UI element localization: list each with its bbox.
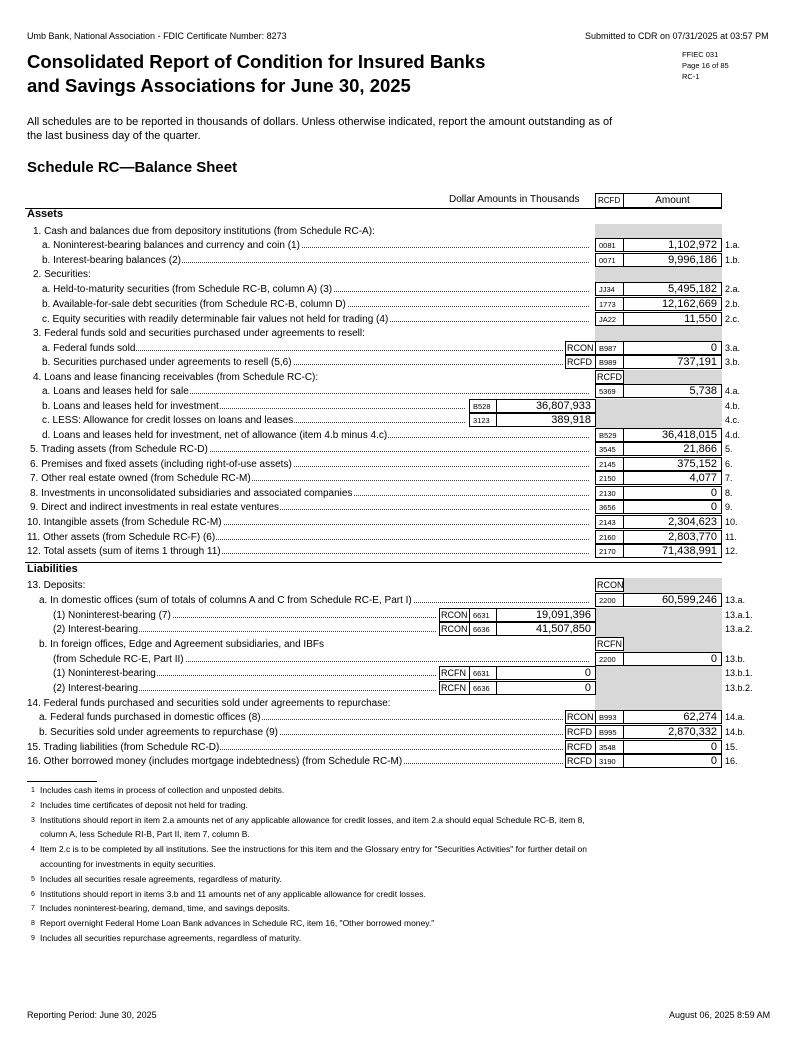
row-label-text: 12. Total assets (sum of items 1 through 11) (27, 546, 221, 557)
item-amount: 0 (623, 341, 722, 355)
inner-prefix: RCON (439, 608, 470, 622)
row-label (27, 544, 591, 559)
footnote-number: 6 (31, 891, 35, 898)
inner-item-code: 6636 (469, 622, 497, 636)
table-row (0, 471, 811, 486)
item-code: 2130 (595, 486, 624, 500)
table-row (0, 578, 811, 593)
row-label-text: a. Federal funds sold (42, 343, 136, 354)
table-row (0, 696, 811, 711)
row-label-text: c. Equity securities with readily determinable fair values not held for trading (4) (42, 314, 389, 325)
row-label-text: b. Securities sold under agreements to repurchase (9) (39, 727, 279, 738)
item-amount: 0 (623, 486, 722, 500)
item-code: 0081 (595, 238, 624, 252)
row-label (53, 681, 438, 696)
line-reference: 13.a. (725, 595, 746, 605)
bank-info: Umb Bank, National Association - FDIC Certificate Number: 8273 (27, 31, 287, 41)
row-label (33, 267, 591, 282)
row-label (42, 341, 565, 356)
item-code: RCFD (597, 372, 622, 382)
table-row (0, 681, 811, 696)
intro-line-2: the last business day of the quarter. (27, 130, 201, 142)
item-code: B987 (595, 341, 624, 355)
inner-item-code: 6631 (469, 666, 497, 680)
row-label-text: 7. Other real estate owned (from Schedule RC-M) (30, 473, 251, 484)
shaded-cell (623, 637, 722, 652)
footnote-text: Includes cash items in process of collection and unposted debits. (40, 785, 285, 795)
row-label (42, 355, 565, 370)
footnote-number: 5 (31, 876, 35, 883)
item-code: B529 (595, 428, 624, 442)
row-label (42, 384, 591, 399)
row-label-text: (2) Interest-bearing (53, 624, 139, 635)
row-label-text: 1. Cash and balances due from depository institutions (from Schedule RC-A): (33, 226, 375, 237)
submission-info: Submitted to CDR on 07/31/2025 at 03:57 PM (585, 31, 769, 41)
row-label-text: 8. Investments in unconsolidated subsidiaries and associated companies (30, 488, 353, 499)
table-row (0, 370, 811, 385)
item-code: 2145 (595, 457, 624, 471)
footnote-text: Institutions should report in items 3.b and 11 amounts net of any applicable allowance for credit losses. (40, 889, 426, 899)
row-label (33, 370, 591, 385)
line-reference: 4.a. (725, 386, 741, 396)
item-code: 2170 (595, 544, 624, 558)
item-amount: 5,495,182 (623, 282, 722, 296)
item-code: 3545 (595, 442, 624, 456)
line-reference: 5. (725, 444, 733, 454)
item-code: 2143 (595, 515, 624, 529)
table-row (0, 530, 811, 545)
table-row (0, 725, 811, 740)
line-reference: 14.b. (725, 727, 746, 737)
row-label (30, 471, 591, 486)
liabilities-rule (25, 562, 722, 563)
shaded-cell (596, 413, 722, 428)
row-label (30, 500, 591, 515)
row-label (27, 530, 591, 545)
row-label-text: a. Held-to-maturity securities (from Schedule RC-B, column A) (3) (42, 284, 333, 295)
footnote-number: 9 (31, 935, 35, 942)
item-amount: 0 (623, 500, 722, 514)
table-row (0, 282, 811, 297)
row-label (39, 725, 565, 740)
footnote-number: 3 (31, 817, 35, 824)
shaded-cell (595, 326, 722, 341)
table-top-rule (25, 208, 722, 209)
row-label (53, 666, 438, 681)
row-label-text: a. In domestic offices (sum of totals of columns A and C from Schedule RC-E, Part I) (39, 595, 412, 606)
item-amount: 2,870,332 (623, 725, 722, 739)
row-label (39, 593, 591, 608)
footnote-text: Includes all securities repurchase agreements, regardless of maturity. (40, 933, 302, 943)
shaded-cell (623, 578, 722, 593)
assets-section-heading: Assets (27, 208, 64, 220)
footnote-number: 1 (31, 787, 35, 794)
table-row (0, 515, 811, 530)
row-label-text: 16. Other borrowed money (includes mortgage indebtedness) (from Schedule RC-M) (27, 756, 403, 767)
mnemonic-prefix: RCON (565, 341, 596, 355)
line-reference: 14.a. (725, 712, 746, 722)
footnote-text: column A, less Schedule RI-B, Part II, item 7, column B. (40, 829, 250, 839)
line-reference: 4.c. (725, 415, 740, 425)
table-row (0, 326, 811, 341)
line-reference: 11. (725, 532, 737, 542)
item-amount: 737,191 (623, 355, 722, 369)
inner-prefix: RCFN (439, 666, 470, 680)
dollar-amounts-label: Dollar Amounts in Thousands (449, 194, 580, 205)
item-amount: 1,102,972 (623, 238, 722, 252)
inner-prefix: RCON (439, 622, 470, 636)
item-amount: 62,274 (623, 710, 722, 724)
item-code: 3656 (595, 500, 624, 514)
row-label-text: 2. Securities: (33, 269, 91, 280)
line-reference: 13.a.1. (725, 610, 753, 620)
row-label (30, 457, 591, 472)
page-number: Page 16 of 85 (682, 61, 729, 70)
inner-prefix: RCFN (439, 681, 470, 695)
line-reference: 1.a. (725, 240, 741, 250)
shaded-cell (596, 681, 722, 696)
line-reference: 15. (725, 742, 738, 752)
table-row (0, 608, 811, 623)
footnote-rule (27, 781, 97, 782)
shaded-cell (596, 608, 722, 623)
item-code: 2200 (595, 652, 624, 666)
form-identifier (682, 49, 729, 82)
table-row (0, 457, 811, 472)
item-amount: 4,077 (623, 471, 722, 485)
mnemonic-prefix: RCFD (565, 355, 596, 369)
row-label (42, 238, 591, 253)
row-label-text: b. In foreign offices, Edge and Agreement subsidiaries, and IBFs (39, 639, 324, 650)
inner-item-amount: 19,091,396 (496, 608, 596, 622)
footnote-text: Institutions should report in item 2.a amounts net of any applicable allowance for credit losses, and item 2.a should equal Schedule RC-B, item 8, (40, 815, 585, 825)
row-label (27, 578, 591, 593)
row-label (42, 253, 591, 268)
row-label-text: b. Loans and leases held for investment (42, 401, 219, 412)
inner-item-code: 6636 (469, 681, 497, 695)
footnote-text: Includes all securities resale agreements, regardless of maturity. (40, 874, 282, 884)
table-row (0, 355, 811, 370)
inner-item-amount: 41,507,850 (496, 622, 596, 636)
schedule-title: Schedule RC—Balance Sheet (27, 159, 238, 176)
row-label (42, 297, 591, 312)
table-row (0, 428, 811, 443)
row-label (33, 224, 591, 239)
row-label (53, 608, 438, 623)
row-label (42, 399, 467, 414)
line-reference: 2.c. (725, 314, 740, 324)
item-amount: 60,599,246 (623, 593, 722, 607)
item-code: 2160 (595, 530, 624, 544)
table-row (0, 500, 811, 515)
table-row (0, 224, 811, 239)
line-reference: 7. (725, 473, 733, 483)
item-code: RCFN (597, 639, 622, 649)
item-amount: 2,304,623 (623, 515, 722, 529)
line-reference: 10. (725, 517, 738, 527)
shaded-cell (623, 370, 722, 385)
item-code: 2150 (595, 471, 624, 485)
item-amount: 2,803,770 (623, 530, 722, 544)
row-label (27, 696, 591, 711)
table-row (0, 652, 811, 667)
row-label-text: (1) Noninterest-bearing (7) (53, 610, 171, 621)
inner-item-amount: 0 (496, 681, 596, 695)
item-code: JA22 (595, 312, 624, 326)
item-amount: 36,418,015 (623, 428, 722, 442)
row-label (33, 326, 591, 341)
line-reference: 4.d. (725, 430, 741, 440)
row-label-text: 10. Intangible assets (from Schedule RC-M) (27, 517, 222, 528)
inner-item-amount: 389,918 (496, 413, 596, 427)
row-label-text: b. Available-for-sale debt securities (from Schedule RC-B, column D) (42, 299, 346, 310)
line-reference: 3.b. (725, 357, 741, 367)
item-amount: 11,550 (623, 312, 722, 326)
line-reference: 3.a. (725, 343, 741, 353)
row-label (27, 515, 591, 530)
line-reference: 2.b. (725, 299, 741, 309)
inner-item-code: 6631 (469, 608, 497, 622)
footnote-text: Report overnight Federal Home Loan Bank advances in Schedule RC, item 16, "Other borrowed money." (40, 918, 435, 928)
mnemonic-prefix: RCON (565, 710, 596, 724)
row-label (39, 637, 591, 652)
inner-item-amount: 36,807,933 (496, 399, 596, 413)
row-label-text: (from Schedule RC-E, Part II) (53, 654, 184, 665)
footnote-text: accounting for investments in equity securities. (40, 859, 216, 869)
table-row (0, 486, 811, 501)
row-label-text: 9. Direct and indirect investments in real estate ventures (30, 502, 280, 513)
line-reference: 6. (725, 459, 733, 469)
footnote-number: 4 (31, 846, 35, 853)
line-reference: 12. (725, 546, 738, 556)
row-label (27, 754, 565, 769)
item-amount: 375,152 (623, 457, 722, 471)
table-row (0, 267, 811, 282)
row-label-text: a. Noninterest-bearing balances and currency and coin (1) (42, 240, 300, 251)
item-amount: 0 (623, 740, 722, 754)
footnote-text: Includes noninterest-bearing, demand, time, and savings deposits. (40, 903, 290, 913)
row-label-text: a. Federal funds purchased in domestic offices (8) (39, 712, 261, 723)
mnemonic-prefix: RCFD (565, 740, 596, 754)
row-label (27, 740, 565, 755)
item-code: B995 (595, 725, 624, 739)
shaded-cell (596, 666, 722, 681)
item-code: 0071 (595, 253, 624, 267)
line-reference: 13.b. (725, 654, 746, 664)
footnote-number: 7 (31, 905, 35, 912)
item-amount: 5,738 (623, 384, 722, 398)
item-amount: 71,438,991 (623, 544, 722, 558)
code-column-header: RCFD (595, 193, 624, 208)
table-row (0, 637, 811, 652)
print-timestamp: August 06, 2025 8:59 AM (669, 1010, 771, 1020)
form-id: FFIEC 031 (682, 50, 719, 59)
item-code: 1773 (595, 297, 624, 311)
footnote-number: 8 (31, 920, 35, 927)
shaded-cell (596, 399, 722, 414)
line-reference: 9. (725, 502, 733, 512)
mnemonic-prefix: RCFD (565, 754, 596, 768)
liabilities-section-heading: Liabilities (27, 563, 78, 575)
table-row (0, 238, 811, 253)
table-row (0, 622, 811, 637)
table-row (0, 312, 811, 327)
item-code: B993 (595, 710, 624, 724)
item-code: RCON (597, 580, 624, 590)
item-amount: 0 (623, 754, 722, 768)
table-row (0, 740, 811, 755)
row-label-text: b. Interest-bearing balances (2) (42, 255, 181, 266)
table-row (0, 666, 811, 681)
report-title-line2: and Savings Associations for June 30, 2025 (27, 75, 411, 96)
shaded-cell (595, 267, 722, 282)
row-label-text: d. Loans and leases held for investment, net of allowance (item 4.b minus 4.c) (42, 430, 388, 441)
row-label (42, 282, 591, 297)
line-reference: 13.a.2. (725, 624, 753, 634)
row-label-text: a. Loans and leases held for sale (42, 386, 189, 397)
row-label-text: 4. Loans and lease financing receivables (from Schedule RC-C): (33, 372, 319, 383)
line-reference: 2.a. (725, 284, 741, 294)
reporting-period: Reporting Period: June 30, 2025 (27, 1010, 157, 1020)
row-label (39, 710, 565, 725)
row-label-text: 3. Federal funds sold and securities purchased under agreements to resell: (33, 328, 365, 339)
footnote-number: 2 (31, 802, 35, 809)
item-code: B989 (595, 355, 624, 369)
row-label (30, 486, 591, 501)
footnote-text: Includes time certificates of deposit not held for trading. (40, 800, 248, 810)
shaded-cell (595, 224, 722, 239)
shaded-cell (596, 622, 722, 637)
item-code: 3190 (595, 754, 624, 768)
line-reference: 13.b.2. (725, 683, 753, 693)
item-code: 3548 (595, 740, 624, 754)
table-row (0, 754, 811, 769)
inner-item-amount: 0 (496, 666, 596, 680)
item-code: 2200 (595, 593, 624, 607)
line-reference: 8. (725, 488, 733, 498)
item-amount: 0 (623, 652, 722, 666)
row-label-text: 5. Trading assets (from Schedule RC-D) (30, 444, 208, 455)
row-label (42, 413, 467, 428)
schedule-code: RC-1 (682, 72, 700, 81)
item-amount: 12,162,669 (623, 297, 722, 311)
table-row (0, 710, 811, 725)
table-row (0, 593, 811, 608)
table-row (0, 253, 811, 268)
table-row (0, 399, 811, 414)
row-label-text: 13. Deposits: (27, 580, 86, 591)
line-reference: 13.b.1. (725, 668, 753, 678)
row-label (42, 312, 591, 327)
row-label (42, 428, 591, 443)
row-label-text: b. Securities purchased under agreements to resell (5,6) (42, 357, 292, 368)
row-label-text: 15. Trading liabilities (from Schedule RC-D) (27, 742, 220, 753)
mnemonic-prefix: RCFD (565, 725, 596, 739)
row-label-text: (2) Interest-bearing (53, 683, 139, 694)
row-label-text: c. LESS: Allowance for credit losses on loans and leases (42, 415, 294, 426)
shaded-cell (595, 696, 722, 711)
row-label-text: 11. Other assets (from Schedule RC-F) (6) (27, 532, 216, 543)
intro-line-1: All schedules are to be reported in thousands of dollars. Unless otherwise indicated, report the amount outstanding as of (27, 116, 613, 128)
table-row (0, 442, 811, 457)
item-amount: 9,996,186 (623, 253, 722, 267)
row-label (53, 652, 591, 667)
inner-item-code: 3123 (469, 413, 497, 427)
item-amount: 21,866 (623, 442, 722, 456)
line-reference: 4.b. (725, 401, 741, 411)
row-label-text: 14. Federal funds purchased and securities sold under agreements to repurchase: (27, 698, 391, 709)
line-reference: 16. (725, 756, 738, 766)
table-row (0, 297, 811, 312)
report-title-line1: Consolidated Report of Condition for Insured Banks (27, 51, 486, 72)
row-label-text: (1) Noninterest-bearing (53, 668, 156, 679)
report-title (27, 50, 485, 98)
table-row (0, 384, 811, 399)
amount-column-header: Amount (623, 193, 722, 208)
table-row (0, 341, 811, 356)
row-label-text: 6. Premises and fixed assets (including right-of-use assets) (30, 459, 292, 470)
item-code: 5369 (595, 384, 624, 398)
row-label (53, 622, 438, 637)
inner-item-code: B528 (469, 399, 497, 413)
line-reference: 1.b. (725, 255, 741, 265)
table-row (0, 544, 811, 559)
intro-text (27, 115, 612, 143)
footnote-text: Item 2.c is to be completed by all institutions. See the instructions for this item and the Glossary entry for "Securities Activities" for further detail on (40, 844, 587, 854)
table-row (0, 413, 811, 428)
item-code: JJ34 (595, 282, 624, 296)
row-label (30, 442, 591, 457)
